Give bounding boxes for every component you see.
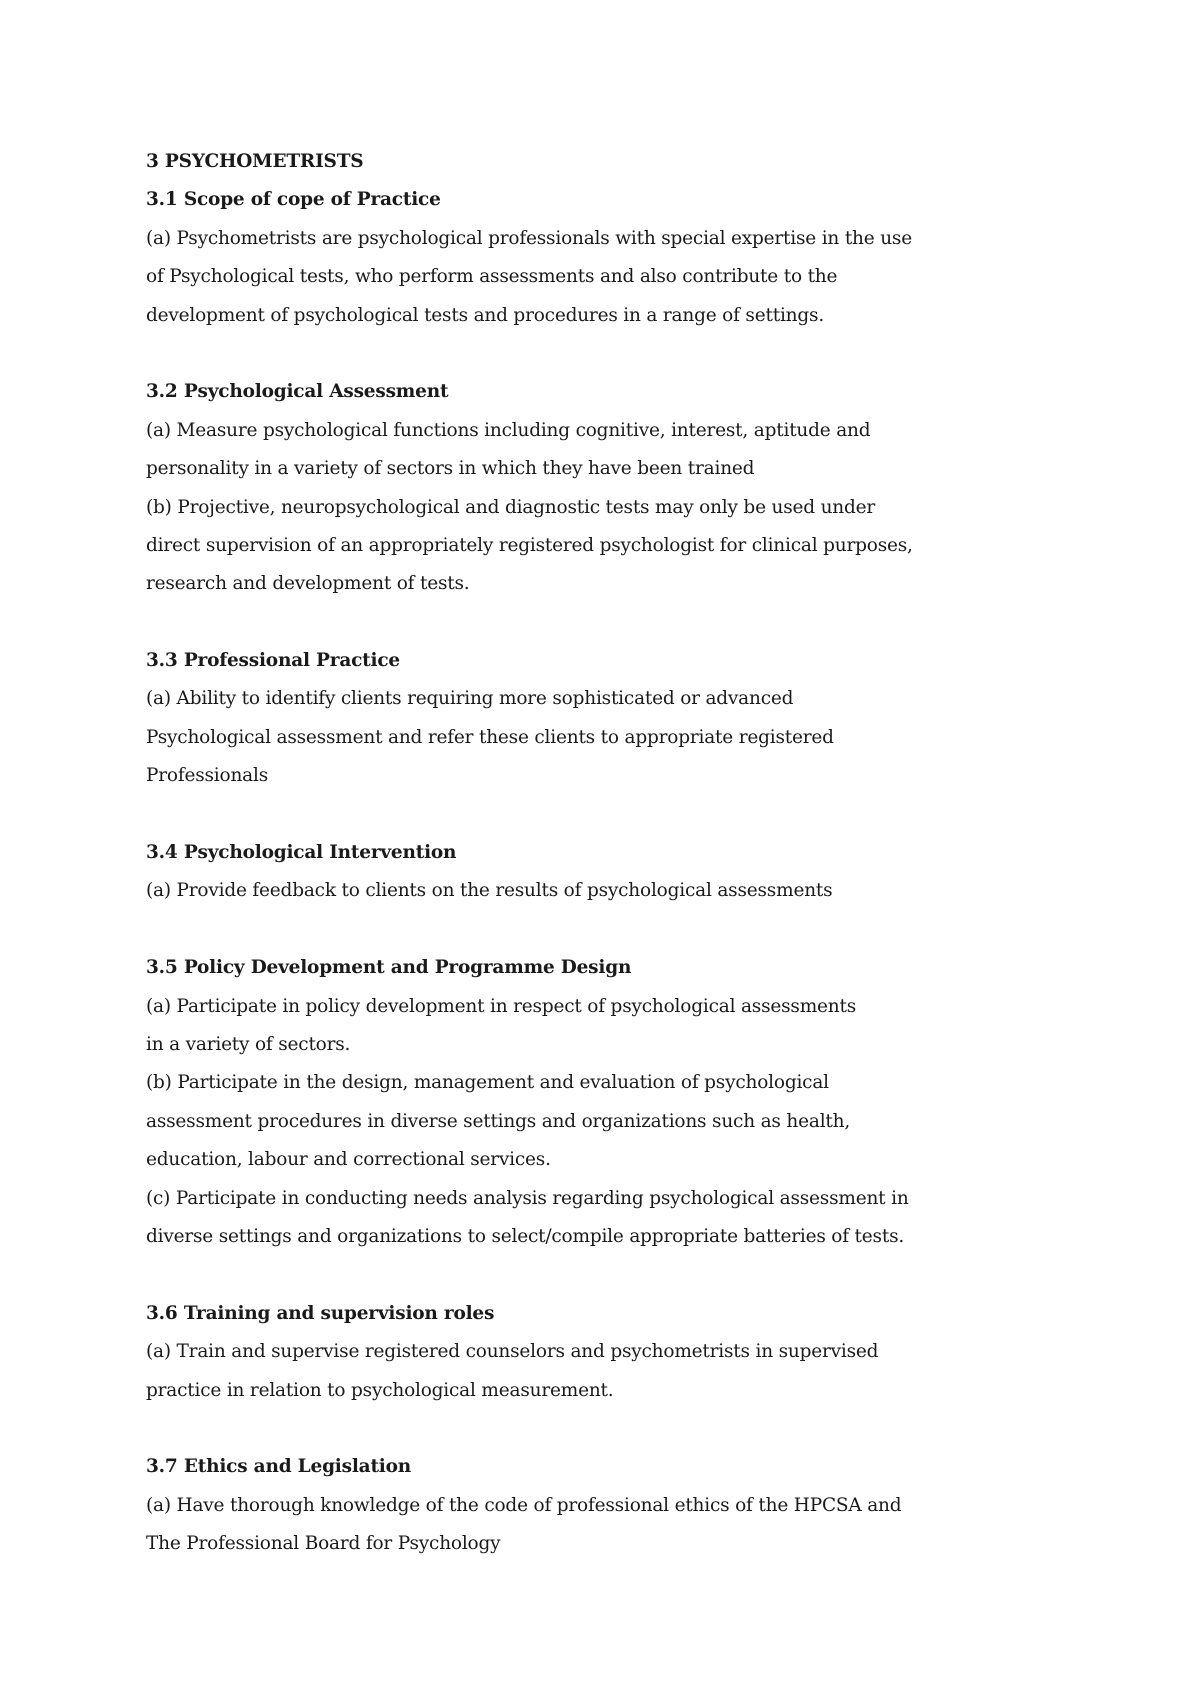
paragraph-line: direct supervision of an appropriately registered psychologist for clinical purposes, [146, 534, 913, 556]
section-heading: 3.4 Psychological Intervention [146, 842, 457, 864]
section-heading: 3.5 Policy Development and Programme Design [146, 957, 632, 979]
section-heading: 3.3 Professional Practice [146, 650, 400, 672]
paragraph-line: Psychological assessment and refer these clients to appropriate registered [146, 726, 834, 748]
document-body [146, 143, 913, 1563]
section-psychological-assessment [146, 373, 913, 603]
paragraph-line: The Professional Board for Psychology [146, 1533, 501, 1555]
section-spacer [146, 796, 906, 834]
paragraph-line: development of psychological tests and procedures in a range of settings. [146, 304, 824, 326]
section-heading: 3.2 Psychological Assessment [146, 381, 449, 403]
paragraph-line: research and development of tests. [146, 573, 470, 595]
paragraph-line: diverse settings and organizations to select/compile appropriate batteries of tests. [146, 1225, 905, 1247]
paragraph-line: (a) Have thorough knowledge of the code of professional ethics of the HPCSA and [146, 1494, 902, 1516]
section-spacer [146, 604, 906, 642]
paragraph-line: in a variety of sectors. [146, 1033, 351, 1055]
section-training-supervision [146, 1295, 906, 1410]
paragraph-line: assessment procedures in diverse settings and organizations such as health, [146, 1110, 851, 1132]
section-spacer [146, 1256, 906, 1294]
section-heading: 3.6 Training and supervision roles [146, 1302, 495, 1324]
paragraph-line: personality in a variety of sectors in which they have been trained [146, 458, 755, 480]
paragraph-line: practice in relation to psychological measurement. [146, 1379, 614, 1401]
paragraph-line: education, labour and correctional services. [146, 1149, 551, 1171]
paragraph-line: (a) Participate in policy development in respect of psychological assessments [146, 995, 857, 1017]
section-spacer [146, 335, 906, 373]
section-scope-of-practice [146, 181, 912, 335]
paragraph-line: Professionals [146, 765, 269, 787]
section-heading: 3.1 Scope of cope of Practice [146, 189, 441, 211]
paragraph-line: (b) Projective, neuropsychological and diagnostic tests may only be used under [146, 496, 876, 518]
paragraph-line: (b) Participate in the design, management and evaluation of psychological [146, 1072, 829, 1094]
document-title: 3 PSYCHOMETRISTS [146, 151, 364, 172]
paragraph-line: (a) Train and supervise registered counselors and psychometrists in supervised [146, 1341, 879, 1363]
section-professional-practice [146, 642, 906, 796]
section-ethics-legislation [146, 1448, 906, 1563]
paragraph-line: of Psychological tests, who perform assessments and also contribute to the [146, 266, 838, 288]
section-heading: 3.7 Ethics and Legislation [146, 1456, 412, 1478]
paragraph-line: (a) Ability to identify clients requiring more sophisticated or advanced [146, 688, 794, 710]
section-spacer [146, 1410, 906, 1448]
paragraph-line: (c) Participate in conducting needs analysis regarding psychological assessment in [146, 1187, 909, 1209]
section-spacer [146, 911, 906, 949]
section-policy-development [146, 949, 909, 1256]
paragraph-line: (a) Psychometrists are psychological professionals with special expertise in the use [146, 227, 912, 249]
paragraph-line: (a) Measure psychological functions including cognitive, interest, aptitude and [146, 419, 871, 441]
section-psychological-intervention [146, 834, 906, 911]
paragraph-line: (a) Provide feedback to clients on the results of psychological assessments [146, 880, 833, 902]
